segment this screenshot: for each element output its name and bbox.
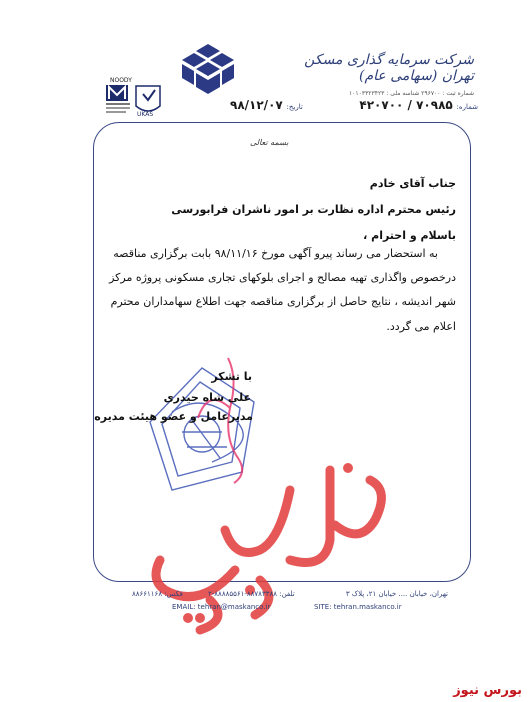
body-line: شهر اندیشه ، نتایج حاصل از برگزاری مناقصه جهت اطلاع سهامداران محترم xyxy=(110,295,456,308)
company-registration: شماره ثبت : ۲۹۶۷۰۰ شناسه ملی : ۱۰۱۰۳۳۲۳۴۲۳ xyxy=(348,90,474,97)
company-name: شرکت سرمایه گذاری مسکن تهران (سهامی عام) xyxy=(304,52,474,84)
greeting: باسلام و احترام ، xyxy=(363,229,456,242)
footer-email: EMAIL: tehran@maskanco.ir xyxy=(172,603,271,611)
letter-date xyxy=(230,98,303,112)
signer-title: مدیرعامل و عضو هیئت مدیره xyxy=(94,410,253,423)
body-line: اعلام می گردد. xyxy=(386,320,456,333)
footer-fax: فکس: ۸۸۶۶۱۱۶۸ xyxy=(132,590,183,598)
cert-brand-text: NOODY xyxy=(110,77,132,84)
number-value: ۷۰۹۸۵ / ۴۲۰۷۰۰ xyxy=(359,98,453,112)
company-cube-logo xyxy=(176,42,240,98)
brand-label: بورس نیوز xyxy=(453,683,522,698)
addressee-title: رئیس محترم اداره نظارت بر امور ناشران فرابورسی xyxy=(171,203,456,216)
certification-logos xyxy=(100,76,170,122)
footer-website: SITE: tehran.maskanco.ir xyxy=(314,603,402,611)
body-line: به استحضار می رساند پیرو آگهی مورخ ۹۸/۱۱/۱۶ بابت برگزاری مناقصه xyxy=(113,247,438,260)
number-label: شماره: xyxy=(456,103,478,111)
closing-text: با تشکر xyxy=(211,370,252,383)
addressee: جناب آقای خادم xyxy=(369,177,456,190)
company-header xyxy=(274,52,474,97)
letter-number xyxy=(359,98,478,112)
letter-meta xyxy=(230,98,478,110)
invocation-text: بسمه تعالی xyxy=(250,138,289,147)
signer-name: علی شاه حیدری xyxy=(163,391,251,404)
date-value: ۹۸/۱۲/۰۷ xyxy=(230,98,283,112)
date-label: تاریخ: xyxy=(286,103,303,111)
cert-ukas-text: UKAS xyxy=(137,111,154,118)
footer-address: تهران، خیابان .... خیابان ۲۱، پلاک ۳ xyxy=(345,590,448,598)
letter-footer xyxy=(128,590,458,622)
body-line: درخصوص واگذاری تهیه مصالح و اجرای بلوکهای تجاری مسکونی پروژه مرکز xyxy=(109,271,456,284)
footer-phone: تلفن: ۸۸۷۸۳۳۸۸-۸۸۸۸۵۵۶۱-۲ xyxy=(208,590,295,598)
